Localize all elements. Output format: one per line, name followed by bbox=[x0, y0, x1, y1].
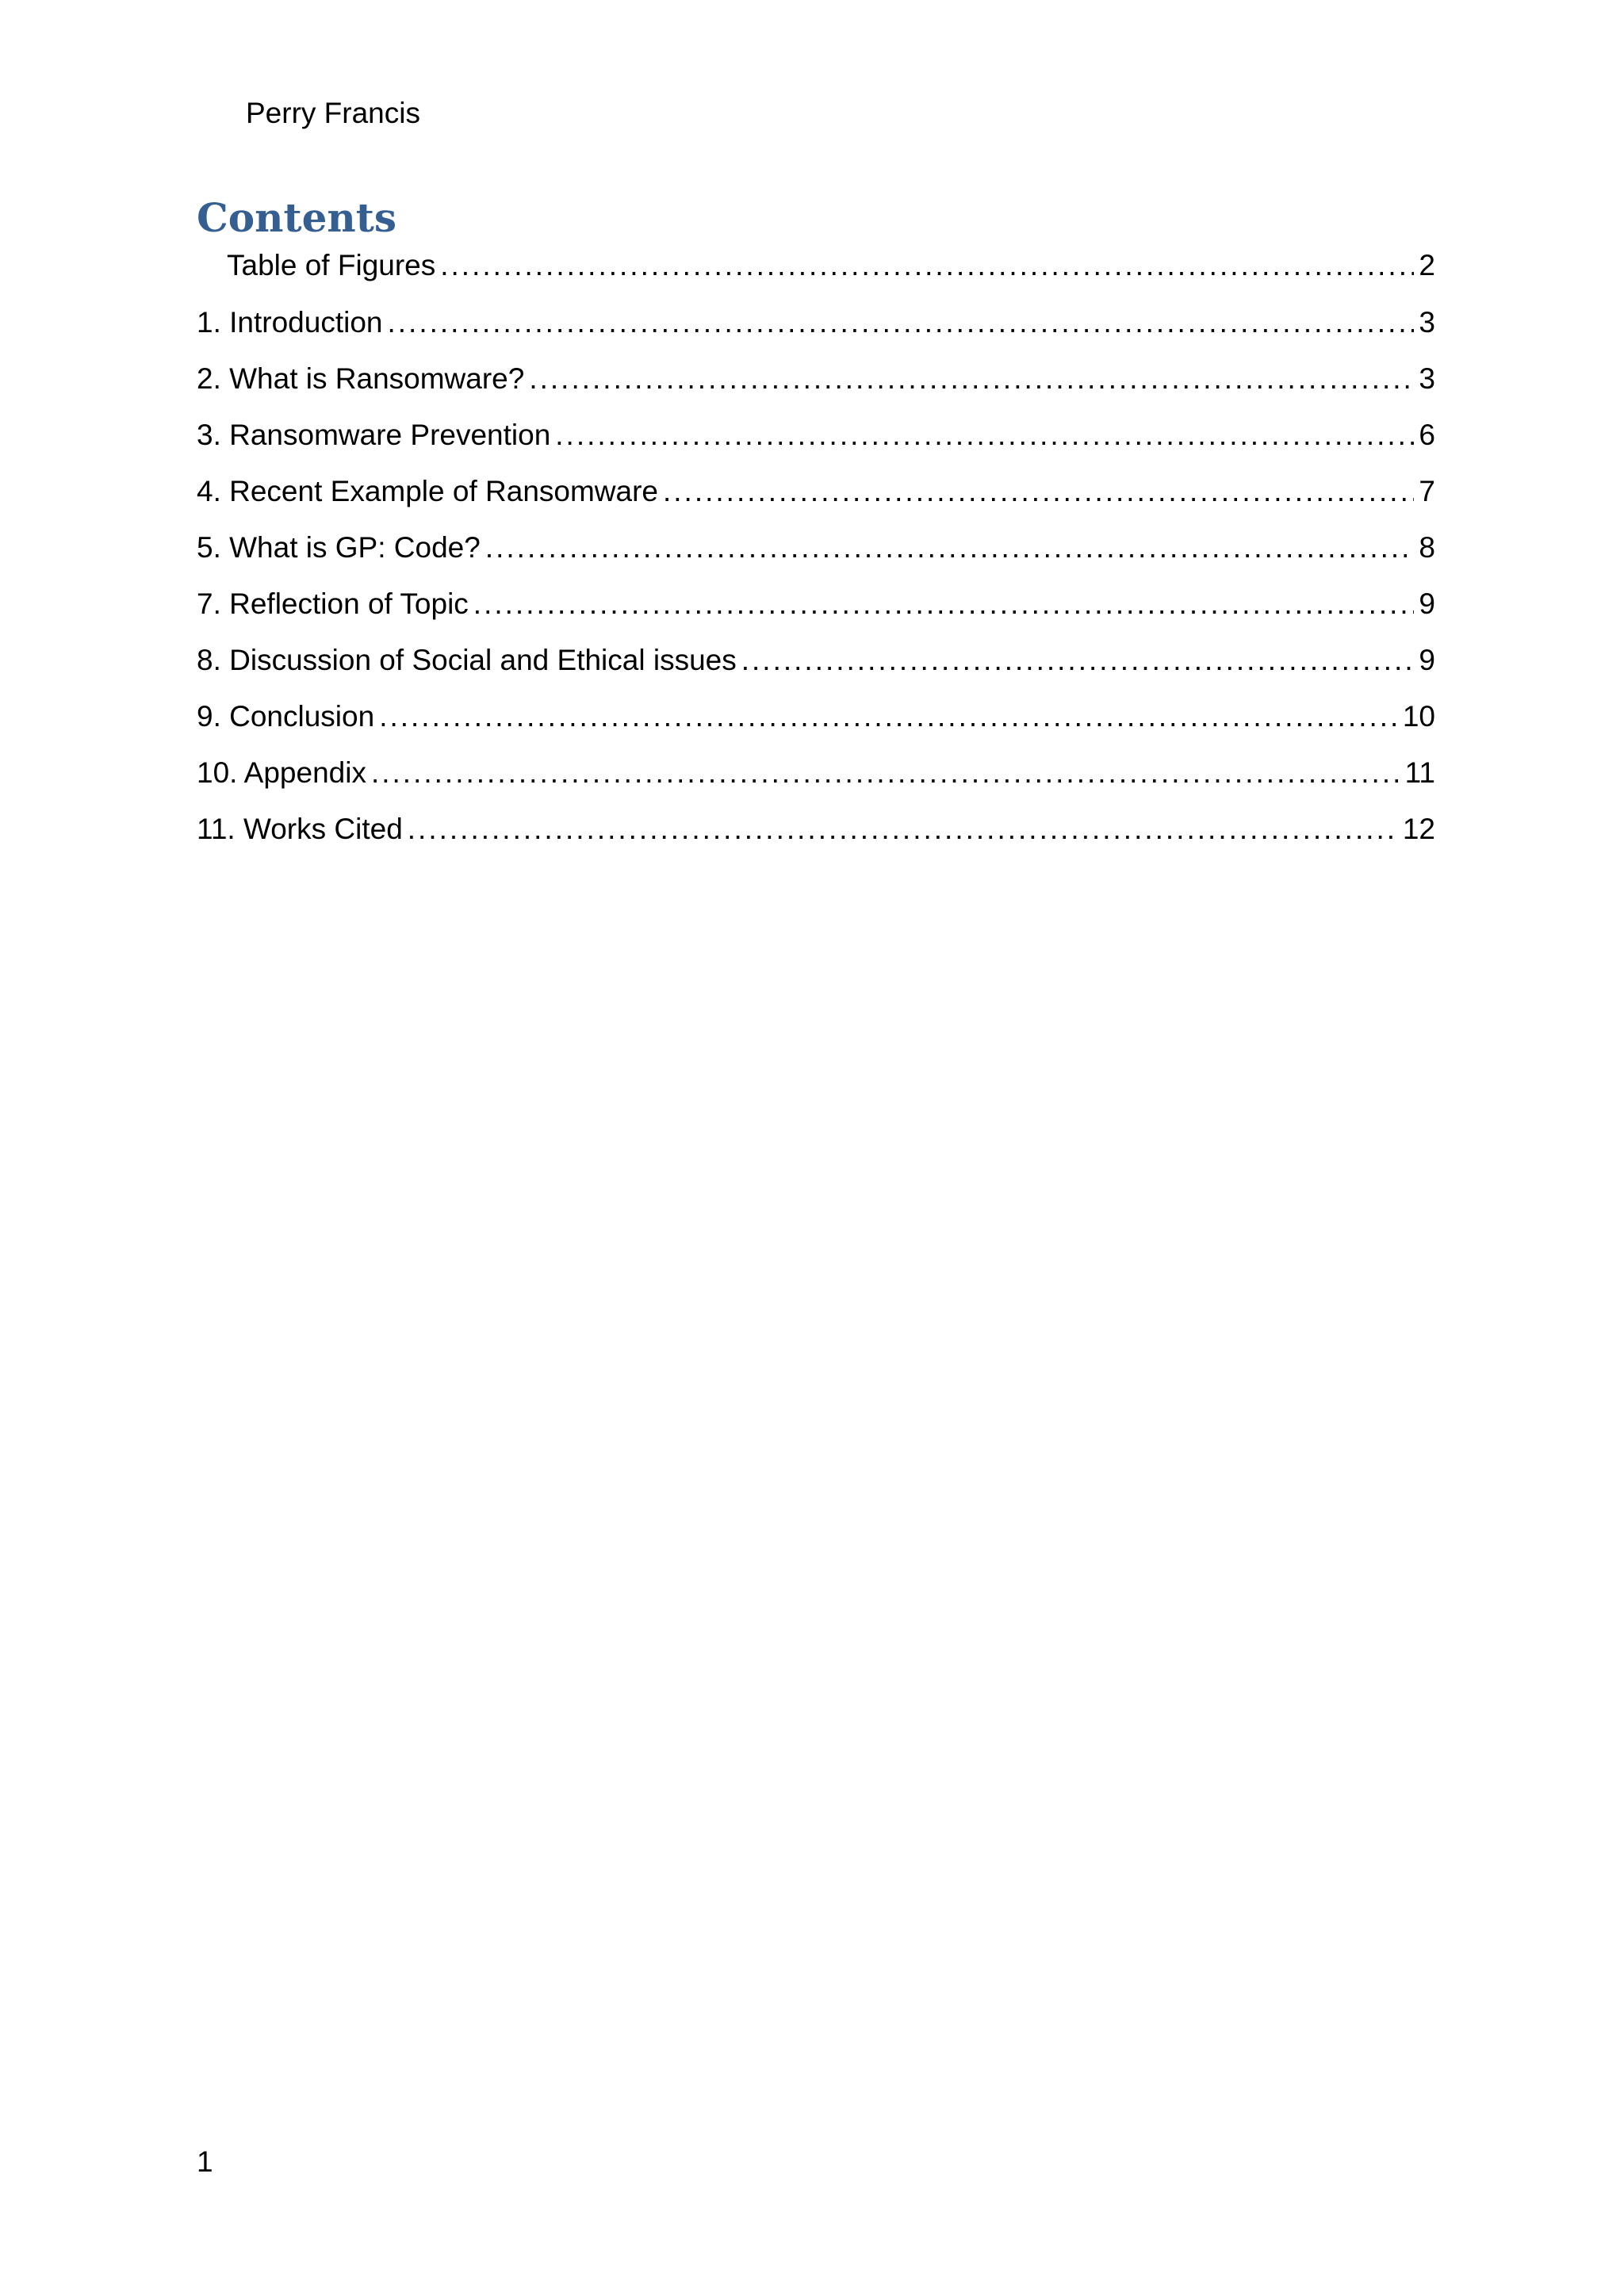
toc-dot-leader bbox=[555, 415, 1414, 455]
toc-dot-leader bbox=[473, 584, 1415, 624]
toc-dot-leader bbox=[741, 641, 1415, 680]
toc-entry-works-cited[interactable] bbox=[197, 809, 1435, 866]
toc-entry-page: 3 bbox=[1419, 362, 1435, 395]
toc-entry-appendix[interactable] bbox=[197, 753, 1435, 809]
toc-entry-label: 8. Discussion of Social and Ethical issues bbox=[197, 644, 737, 676]
toc-entry-label: 1. Introduction bbox=[197, 306, 383, 339]
toc-title: Contents bbox=[197, 194, 397, 241]
toc-dot-leader bbox=[387, 303, 1414, 342]
toc-dot-leader bbox=[371, 753, 1400, 793]
toc-entry-page: 9 bbox=[1419, 587, 1435, 620]
toc-entry-page: 12 bbox=[1402, 813, 1435, 845]
toc-entry-what-is-ransomware[interactable] bbox=[197, 359, 1435, 415]
toc-entry-page: 6 bbox=[1419, 419, 1435, 451]
toc-entry-page: 9 bbox=[1419, 644, 1435, 676]
toc-entry-page: 2 bbox=[1419, 249, 1435, 281]
toc-entry-label: Table of Figures bbox=[227, 249, 436, 281]
toc-entry-label: 9. Conclusion bbox=[197, 700, 375, 733]
toc-dot-leader bbox=[379, 697, 1398, 737]
toc-entry-page: 10 bbox=[1402, 700, 1435, 733]
toc-entry-label: 10. Appendix bbox=[197, 756, 366, 789]
toc-entry-social-ethical-issues[interactable] bbox=[197, 641, 1435, 697]
toc-dot-leader bbox=[485, 528, 1415, 568]
toc-dot-leader bbox=[529, 359, 1414, 399]
toc-entry-label: 7. Reflection of Topic bbox=[197, 587, 469, 620]
table-of-contents bbox=[197, 246, 1435, 866]
toc-dot-leader bbox=[663, 472, 1414, 511]
toc-entry-page: 7 bbox=[1419, 475, 1435, 507]
toc-entry-label: 2. What is Ransomware? bbox=[197, 362, 525, 395]
toc-entry-page: 3 bbox=[1419, 306, 1435, 339]
toc-entry-label: 5. What is GP: Code? bbox=[197, 531, 481, 564]
header-author: Perry Francis bbox=[246, 97, 420, 129]
toc-entry-page: 8 bbox=[1419, 531, 1435, 564]
toc-entry-table-of-figures[interactable] bbox=[197, 246, 1435, 303]
toc-dot-leader bbox=[408, 809, 1398, 849]
toc-entry-label: 3. Ransomware Prevention bbox=[197, 419, 551, 451]
toc-entry-introduction[interactable] bbox=[197, 303, 1435, 359]
toc-entry-ransomware-prevention[interactable] bbox=[197, 415, 1435, 472]
toc-entry-recent-example[interactable] bbox=[197, 472, 1435, 528]
toc-entry-page: 11 bbox=[1404, 756, 1435, 789]
footer-page-number: 1 bbox=[197, 2145, 213, 2178]
toc-entry-label: 11. Works Cited bbox=[197, 813, 403, 845]
toc-dot-leader bbox=[440, 246, 1414, 285]
toc-entry-label: 4. Recent Example of Ransomware bbox=[197, 475, 658, 507]
toc-entry-what-is-gp-code[interactable] bbox=[197, 528, 1435, 584]
toc-entry-reflection-of-topic[interactable] bbox=[197, 584, 1435, 641]
toc-entry-conclusion[interactable] bbox=[197, 697, 1435, 753]
